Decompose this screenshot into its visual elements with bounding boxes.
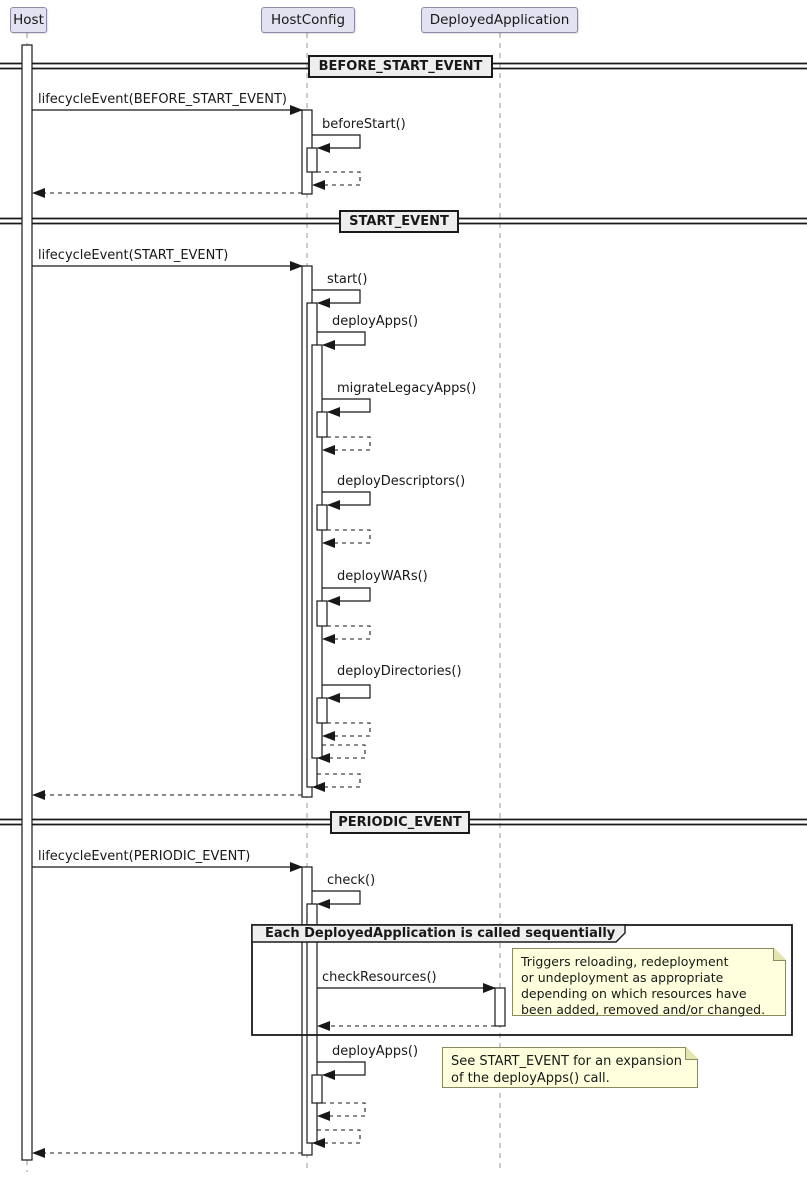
arrow-check-self: [312, 891, 360, 904]
message-deployapps: deployApps(): [332, 314, 419, 329]
hostconfig-activation-migratelegacyapps: [317, 412, 327, 437]
return-arrows: [33, 172, 495, 1153]
message-migratelegacyapps: migrateLegacyApps(): [337, 381, 477, 396]
participant-host-label: Host: [13, 12, 44, 28]
note-deployapps-line2: of the deployApps() call.: [451, 1071, 610, 1086]
participant-deployedapplication-label: DeployedApplication: [429, 12, 570, 28]
return-deployapps-periodic: [318, 1103, 365, 1116]
host-activation-bar: [22, 45, 32, 1160]
message-lifecycle-periodic: lifecycleEvent(PERIODIC_EVENT): [38, 849, 251, 864]
note-fold-icon: [685, 1047, 698, 1060]
arrow-deploydirectories-self: [322, 685, 370, 698]
note-checkresources: [512, 948, 786, 1016]
hostconfig-activation-beforestart-call: [307, 148, 317, 172]
return-deploydirectories: [323, 723, 370, 736]
divider-before-start-event: [308, 55, 493, 78]
return-deployapps: [318, 745, 365, 758]
note-checkresources-line1: Triggers reloading, redeployment: [521, 954, 729, 969]
note-fold-icon: [773, 948, 786, 961]
lifelines: [27, 33, 500, 1172]
arrow-start-self: [312, 290, 360, 303]
divider-start-event: [339, 210, 459, 233]
arrow-beforestart-self: [312, 135, 360, 148]
message-beforestart: beforeStart(): [322, 117, 406, 132]
message-lifecycle-before-start: lifecycleEvent(BEFORE_START_EVENT): [38, 92, 287, 107]
divider-start-event-label: START_EVENT: [349, 214, 449, 229]
hostconfig-activation-deploydescriptors: [317, 505, 327, 530]
divider-lines: [0, 64, 807, 825]
divider-periodic-event-label: PERIODIC_EVENT: [338, 815, 462, 830]
arrow-deployapps-self: [317, 332, 365, 345]
message-deployapps-periodic: deployApps(): [332, 1044, 419, 1059]
note-checkresources-line3: depending on which resources have: [521, 986, 747, 1001]
hostconfig-activation-deploywars: [317, 601, 327, 626]
arrow-deployapps-periodic-self: [317, 1062, 365, 1075]
deployedapplication-activation-checkresources: [495, 988, 505, 1026]
message-deploydirectories: deployDirectories(): [337, 664, 462, 679]
return-start: [313, 774, 360, 787]
message-deploydescriptors: deployDescriptors(): [337, 474, 466, 489]
return-check: [313, 1130, 360, 1143]
participant-hostconfig: [261, 7, 355, 33]
message-lifecycle-start: lifecycleEvent(START_EVENT): [38, 248, 229, 263]
message-check: check(): [327, 873, 376, 888]
arrow-deploydescriptors-self: [322, 492, 370, 505]
note-checkresources-line2: or undeployment as appropriate: [521, 970, 724, 985]
hostconfig-activation-deployapps: [312, 345, 322, 758]
hostconfig-activation-deployapps-periodic: [312, 1075, 322, 1103]
return-beforestart: [313, 172, 360, 185]
divider-before-start-event-label: BEFORE_START_EVENT: [318, 59, 483, 74]
return-migratelegacyapps: [323, 437, 370, 450]
participant-host: [10, 7, 47, 33]
note-deployapps-line1: See START_EVENT for an expansion: [451, 1054, 682, 1069]
divider-periodic-event: [330, 811, 470, 834]
note-checkresources-line4: been added, removed and/or changed.: [521, 1002, 766, 1017]
participant-hostconfig-label: HostConfig: [270, 12, 346, 28]
note-deployapps: [442, 1047, 698, 1088]
arrow-deploywars-self: [322, 588, 370, 601]
message-checkresources: checkResources(): [322, 970, 437, 985]
message-deploywars: deployWARs(): [337, 569, 428, 584]
hostconfig-activation-deploydirectories: [317, 698, 327, 723]
message-start: start(): [327, 272, 368, 287]
arrow-migratelegacyapps-self: [322, 399, 370, 412]
participant-deployedapplication: [421, 7, 578, 33]
return-deploywars: [323, 626, 370, 639]
group-frame-title: Each DeployedApplication is called sequentially: [265, 926, 616, 941]
return-deploydescriptors: [323, 530, 370, 543]
